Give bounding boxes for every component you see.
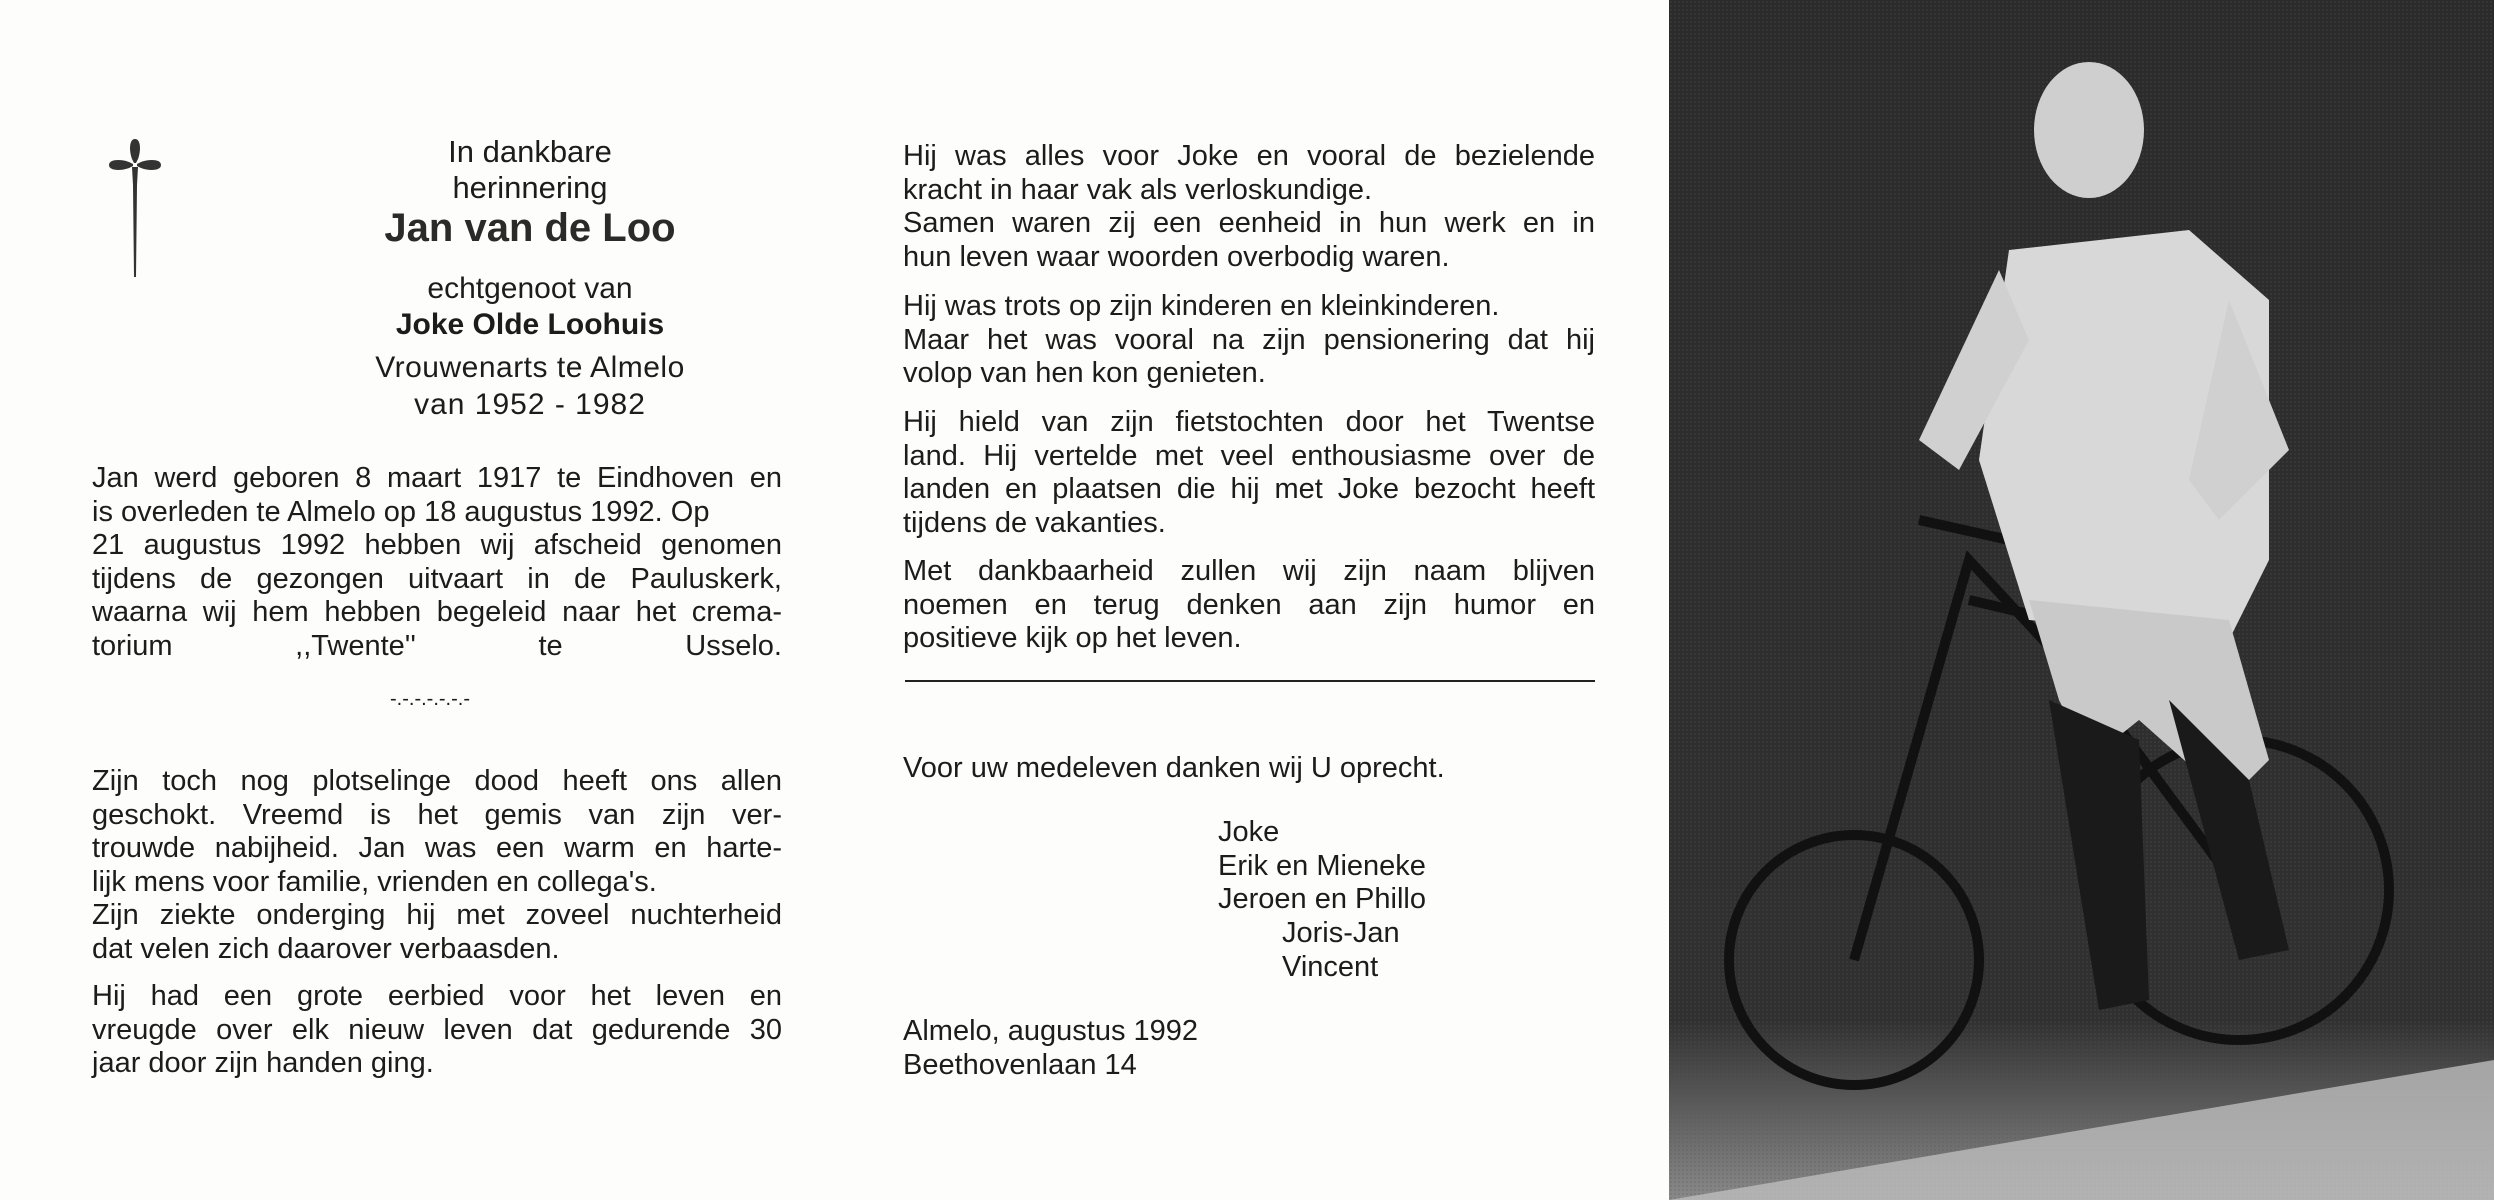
cross-icon xyxy=(105,135,165,280)
paragraph-children xyxy=(903,290,1595,391)
text-line: Vincent xyxy=(1282,950,1379,983)
text-line: tijdens de vakanties. xyxy=(903,506,1166,539)
paragraph-reverence xyxy=(92,980,782,1081)
paragraph-joke xyxy=(903,140,1595,274)
text-line: Hij hield van zijn fietstochten door het Twentse xyxy=(903,406,1595,438)
text-line: trouwde nabijheid. Jan was een warm en harte- xyxy=(92,832,782,865)
place-date: Almelo, augustus 1992 xyxy=(903,1015,1199,1047)
text-line: Zijn ziekte onderging hij met zoveel nuchterheid xyxy=(92,899,782,932)
text-line: positieve kijk op het leven. xyxy=(903,622,1242,655)
intro-text: In dankbare herinnering xyxy=(448,134,612,205)
text-line: lijk mens voor familie, vrienden en collega's. xyxy=(92,865,657,898)
paragraph-remembrance xyxy=(92,765,782,967)
separator: -.-.-.-.-.-.- xyxy=(390,688,470,710)
profession-text: Vrouwenarts te Almelo xyxy=(375,351,685,384)
family-list xyxy=(1218,816,1426,917)
relation-text: echtgenoot van xyxy=(427,272,633,305)
text-line: volop van hen kon genieten. xyxy=(903,357,1266,390)
divider-line xyxy=(905,680,1595,682)
thanks-text: Voor uw medeleven danken wij U oprecht. xyxy=(903,752,1445,784)
text-line: 21 augustus 1992 hebben wij afscheid genomen xyxy=(92,529,782,562)
paragraph-birth-death xyxy=(92,462,782,664)
text-line: Hij had een grote eerbied voor het leven en xyxy=(92,980,782,1012)
text-line: Jan werd geboren 8 maart 1917 te Eindhoven en xyxy=(92,462,782,494)
text-line: hun leven waar woorden overbodig waren. xyxy=(903,240,1450,273)
text-line: kracht in haar vak als verloskundige. xyxy=(903,173,1373,206)
text-line: dat velen zich daarover verbaasden. xyxy=(92,932,560,965)
photo-man-on-bicycle xyxy=(1669,0,2494,1200)
deceased-name: Jan van de Loo xyxy=(384,206,676,250)
text-line: Maar het was vooral na zijn pensionering dat hij xyxy=(903,323,1595,356)
text-line: noemen en terug denken aan zijn humor en xyxy=(903,588,1595,621)
spouse-name: Joke Olde Loohuis xyxy=(395,308,665,341)
text-line: Hij was trots op zijn kinderen en kleinkinderen. xyxy=(903,290,1500,322)
text-line: landen en plaatsen die hij met Joke bezocht heeft xyxy=(903,473,1595,506)
text-line: Joke xyxy=(1218,816,1280,848)
text-line: is overleden te Almelo op 18 augustus 1992. Op xyxy=(92,495,710,528)
text-line: waarna wij hem hebben begeleid naar het crema- xyxy=(92,596,782,629)
text-line: tijdens de gezongen uitvaart in de Pauluskerk, xyxy=(92,562,782,595)
years-text: van 1952 - 1982 xyxy=(414,388,646,421)
paragraph-gratitude xyxy=(903,555,1595,656)
text-line: Erik en Mieneke xyxy=(1218,849,1426,882)
text-line: Met dankbaarheid zullen wij zijn naam blijven xyxy=(903,555,1595,587)
text-line: land. Hij vertelde met veel enthousiasme over de xyxy=(903,439,1595,472)
text-line: Jeroen en Phillo xyxy=(1218,883,1426,916)
text-line: Joris-Jan xyxy=(1282,917,1400,949)
text-line: vreugde over elk nieuw leven dat gedurende 30 xyxy=(92,1013,782,1046)
text-line: geschokt. Vreemd is het gemis van zijn ver- xyxy=(92,798,782,831)
text-line: Hij was alles voor Joke en vooral de bezielende xyxy=(903,140,1595,172)
text-line: Zijn toch nog plotselinge dood heeft ons allen xyxy=(92,765,782,797)
text-line: torium ,,Twente'' te Usselo. xyxy=(92,629,782,662)
paragraph-cycling xyxy=(903,406,1595,540)
grandchildren-list xyxy=(1282,917,1400,984)
text-line: jaar door zijn handen ging. xyxy=(92,1047,434,1080)
text-line: Samen waren zij een eenheid in hun werk en in xyxy=(903,207,1595,240)
address: Beethovenlaan 14 xyxy=(903,1049,1137,1081)
